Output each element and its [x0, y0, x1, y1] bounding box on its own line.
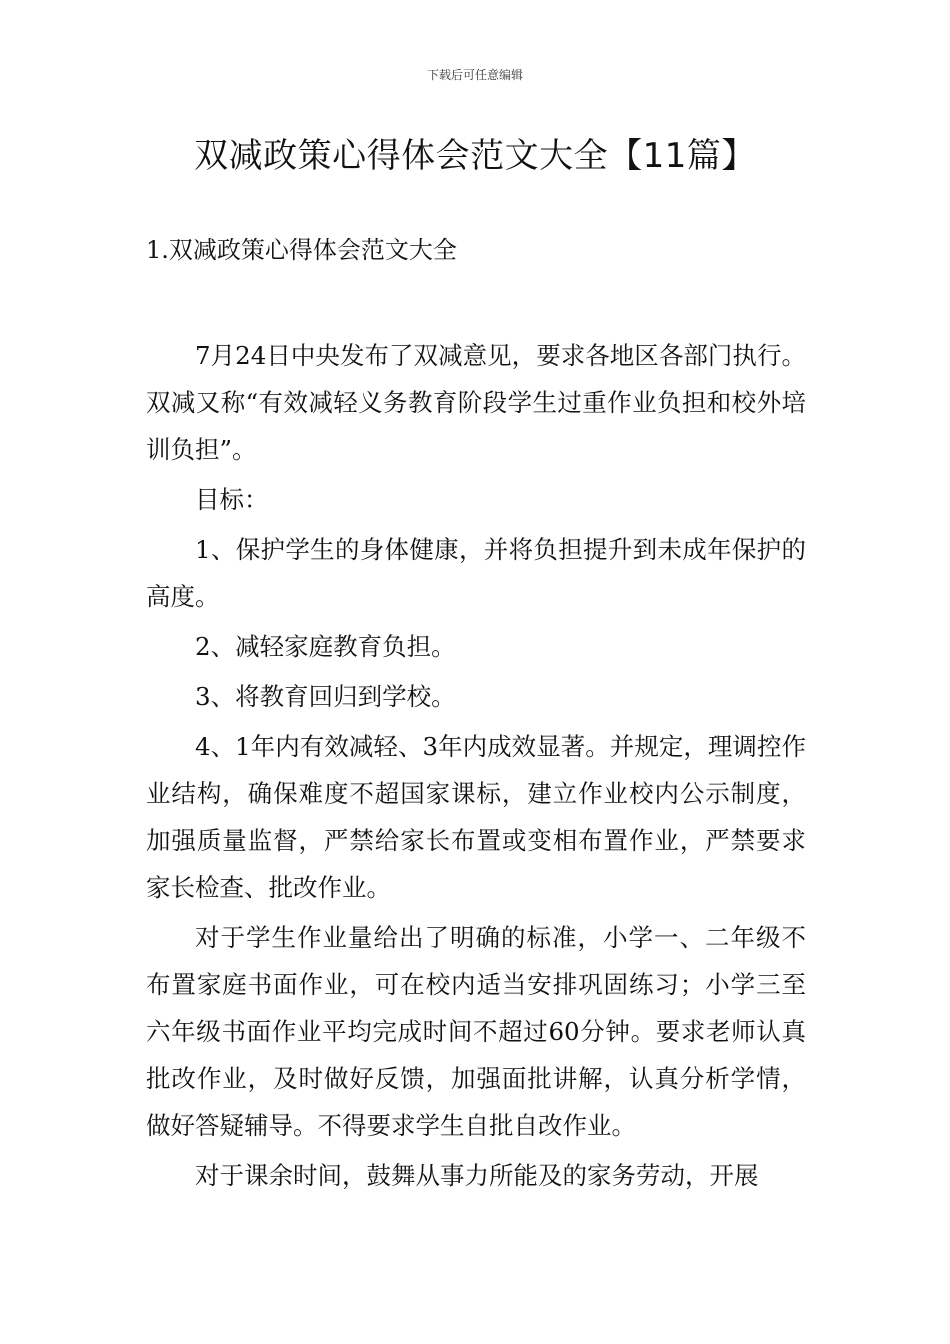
paragraph-goal-2: 2、减轻家庭教育负担。 [195, 632, 456, 661]
paragraph-intro: 7月24日中央发布了双减意见，要求各地区各部门执行。双减又称“有效减轻义务教育阶段学生过重作业负担和校外培训负担”。 [146, 341, 806, 464]
document-title: 双减政策心得体会范文大全【11篇】 [194, 136, 756, 176]
paragraph-goal-1: 1、保护学生的身体健康，并将负担提升到未成年保护的高度。 [146, 535, 806, 611]
paragraph-goal-3: 3、将教育回归到学校。 [195, 682, 456, 711]
document-body [146, 332, 806, 1202]
paragraph-goal-4: 4、1年内有效减轻、3年内成效显著。并规定，理调控作业结构，确保难度不超国家课标，建立作业校内公示制度，加强质量监督，严禁给家长布置或变相布置作业，严禁要求家长检查、批改作业。 [146, 732, 806, 902]
paragraph-goals-label: 目标： [195, 485, 269, 514]
paragraph-after-school: 对于课余时间，鼓舞从事力所能及的家务劳动，开展 [195, 1161, 759, 1190]
section-heading: 1.双减政策心得体会范文大全 [146, 236, 457, 264]
header-note: 下载后可任意编辑 [426, 68, 523, 82]
paragraph-homework-standard: 对于学生作业量给出了明确的标准，小学一、二年级不布置家庭书面作业，可在校内适当安排巩固练习；小学三至六年级书面作业平均完成时间不超过60分钟。要求老师认真批改作业，及时做好反馈，加强面批讲解，认真分析学情，做好答疑辅导。不得要求学生自批自改作业。 [146, 923, 806, 1140]
